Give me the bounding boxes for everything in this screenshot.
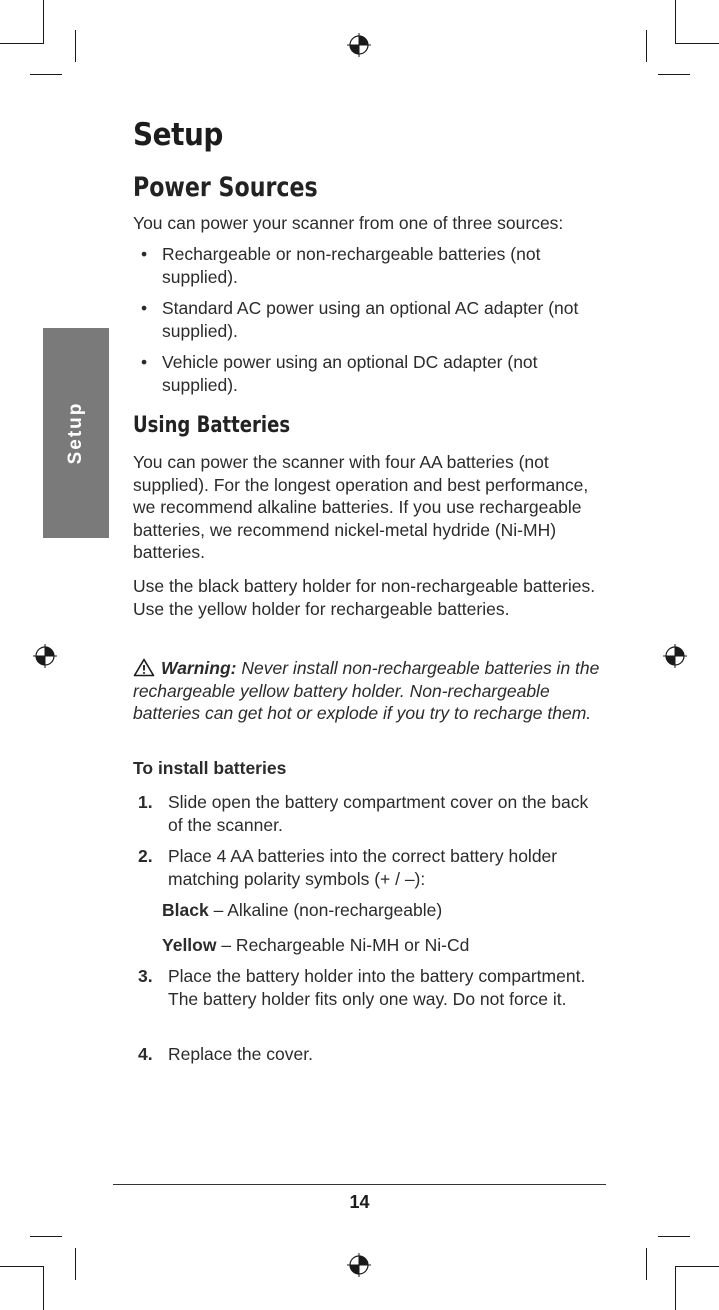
list-item: • Vehicle power using an optional DC adapter (not supplied).: [133, 351, 603, 396]
crop-mark: [675, 1266, 676, 1310]
step-text: Replace the cover.: [168, 1044, 313, 1064]
crop-mark: [675, 0, 676, 44]
power-source-list: [133, 243, 603, 405]
install-step: [133, 965, 603, 1010]
step-number: 3.: [138, 966, 153, 986]
step-number: 2.: [138, 846, 153, 866]
using-batteries-heading: Using Batteries: [133, 413, 291, 438]
side-section-tab: [43, 328, 109, 538]
batteries-paragraph: You can power the scanner with four AA batteries (not supplied). For the longest operation and best performance, we recommend alkaline batteries. If you use rechargeable batteries, we recommend nickel-metal hydride (Ni-MH) batteries.: [133, 452, 589, 562]
install-step: [133, 1043, 603, 1066]
registration-mark-icon: [663, 644, 687, 668]
crop-mark: [43, 1266, 44, 1310]
crop-mark: [675, 1266, 719, 1267]
page-title: Setup: [133, 117, 223, 153]
registration-mark-icon: [347, 33, 371, 57]
step-number: 4.: [138, 1044, 153, 1064]
install-steps-heading: To install batteries: [133, 758, 287, 778]
yellow-text: – Rechargeable Ni-MH or Ni-Cd: [216, 935, 470, 955]
install-step: [133, 791, 603, 836]
yellow-label: Yellow: [162, 935, 217, 955]
power-sources-heading: Power Sources: [133, 172, 318, 203]
crop-mark: [30, 74, 62, 75]
crop-mark: [30, 1236, 62, 1237]
step-text: Place the battery holder into the battery compartment. The battery holder fits only one way. Do not force it.: [168, 966, 586, 1009]
install-step: [133, 845, 603, 890]
warning-label: Warning:: [161, 658, 237, 678]
power-intro: You can power your scanner from one of three sources:: [133, 213, 564, 233]
list-item: • Standard AC power using an optional AC adapter (not supplied).: [133, 297, 603, 342]
black-text: – Alkaline (non-rechargeable): [208, 900, 443, 920]
crop-mark: [658, 1236, 690, 1237]
step-text: Slide open the battery compartment cover on the back of the scanner.: [168, 792, 589, 835]
crop-mark: [675, 43, 719, 44]
crop-mark: [43, 0, 44, 44]
black-holder-note: [162, 899, 442, 922]
warning-icon: [133, 658, 155, 677]
crop-mark: [0, 1266, 44, 1267]
registration-mark-icon: [33, 644, 57, 668]
crop-mark: [0, 43, 44, 44]
crop-mark: [646, 30, 647, 62]
registration-mark-icon: [347, 1253, 371, 1277]
page-number: 14: [349, 1192, 370, 1212]
crop-mark: [658, 74, 690, 75]
yellow-holder-note: [162, 934, 469, 957]
list-item: • Rechargeable or non-rechargeable batteries (not supplied).: [133, 243, 603, 288]
crop-mark: [646, 1248, 647, 1280]
step-text: Place 4 AA batteries into the correct battery holder matching polarity symbols (+ / –):: [168, 846, 558, 889]
footer-divider: [113, 1184, 606, 1185]
warning-text: Never install non-rechargeable batteries in the rechargeable yellow battery holder. Non-rechargeable batteries can get hot or explode if you try to recharge them.: [133, 658, 600, 723]
step-number: 1.: [138, 792, 153, 812]
crop-mark: [75, 30, 76, 62]
black-label: Black: [162, 900, 209, 920]
side-tab-label: Setup: [65, 401, 86, 465]
crop-mark: [75, 1248, 76, 1280]
warning-note: [133, 657, 603, 725]
holder-paragraph: Use the black battery holder for non-rechargeable batteries. Use the yellow holder for rechargeable batteries.: [133, 576, 596, 619]
